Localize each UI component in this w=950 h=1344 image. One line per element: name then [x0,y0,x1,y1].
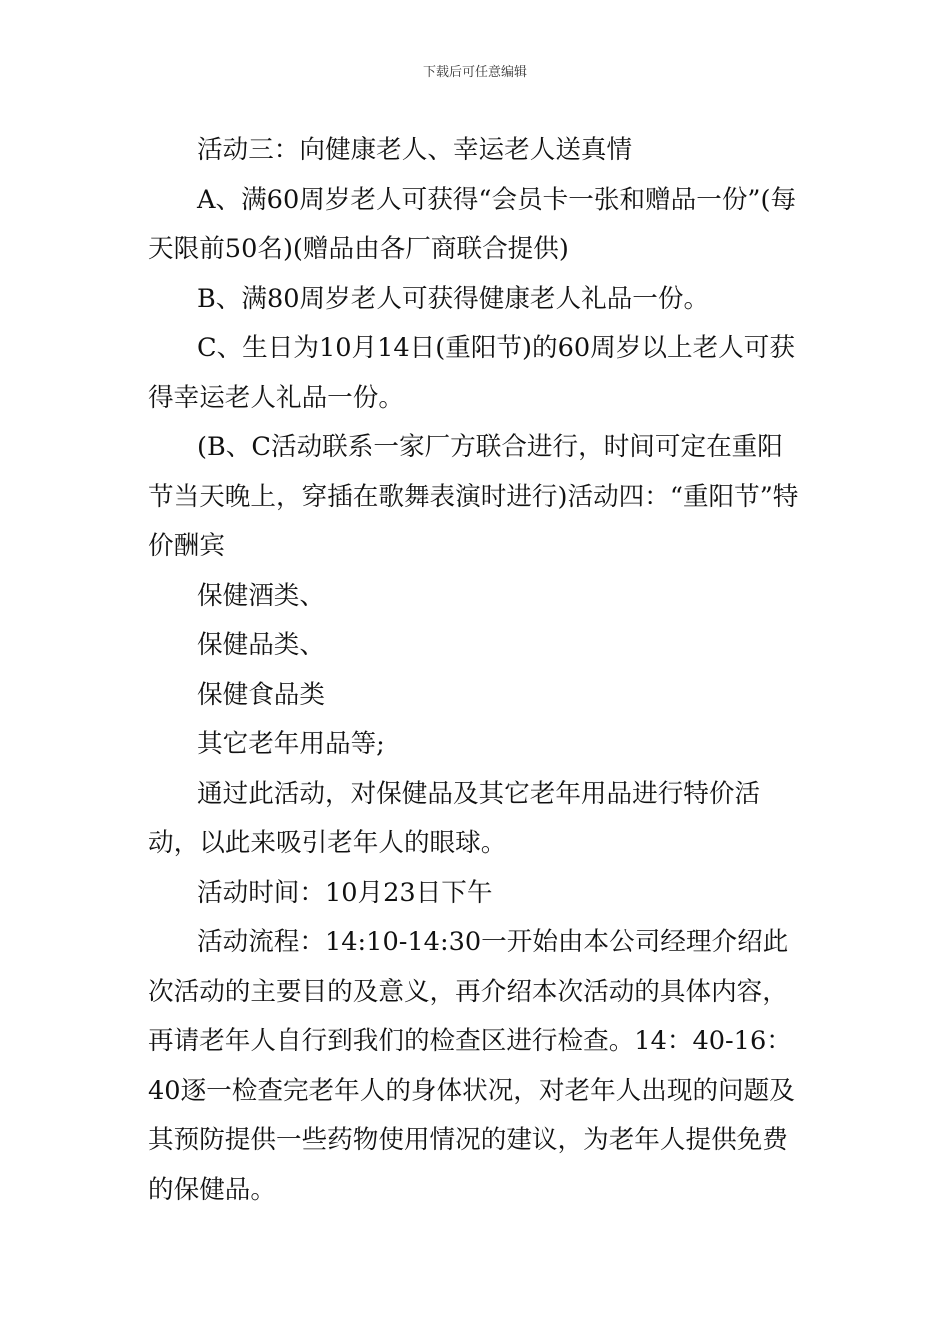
activity-time-paragraph: 活动时间：10月23日下午 [197,877,493,908]
activity-three-item-c: C、生日为10月14日(重阳节)的60周岁以上老人可获得幸运老人礼品一份。 [148,333,795,413]
activity-three-item-a: A、满60周岁老人可获得“会员卡一张和赠品一份”(每天限前50名)(赠品由各厂商联合提供) [148,184,797,264]
activity-note-and-four-heading: (B、C活动联系一家厂方联合进行，时间可定在重阳节当天晚上，穿插在歌舞表演时进行)活动四：“重阳节”特价酬宾 [148,432,799,561]
list-item-health-products: 保健品类、 [197,630,325,660]
activity-three-item-b: B、满80周岁老人可获得健康老人礼品一份。 [197,283,710,314]
activity-three-heading: 活动三：向健康老人、幸运老人送真情 [197,135,633,165]
list-item-other-products: 其它老年用品等; [197,729,385,759]
activity-process-paragraph: 活动流程：14:10-14:30一开始由本公司经理介绍此次活动的主要目的及意义，再介绍本次活动的具体内容，再请老年人自行到我们的检查区进行检查。14：40-16：40逐一检查完老年人的身体状况，对老年人出现的问题及其预防提供一些药物使用情况的建议，为老年人提供免费的保健品。 [148,927,795,1205]
document-body [148,126,808,1215]
page-header-note: 下载后可任意编辑 [422,65,527,80]
list-item-health-food: 保健食品类 [197,679,325,710]
activity-purpose-paragraph: 通过此活动，对保健品及其它老年用品进行特价活动，以此来吸引老年人的眼球。 [148,778,761,858]
list-item-health-wine: 保健酒类、 [197,580,325,611]
